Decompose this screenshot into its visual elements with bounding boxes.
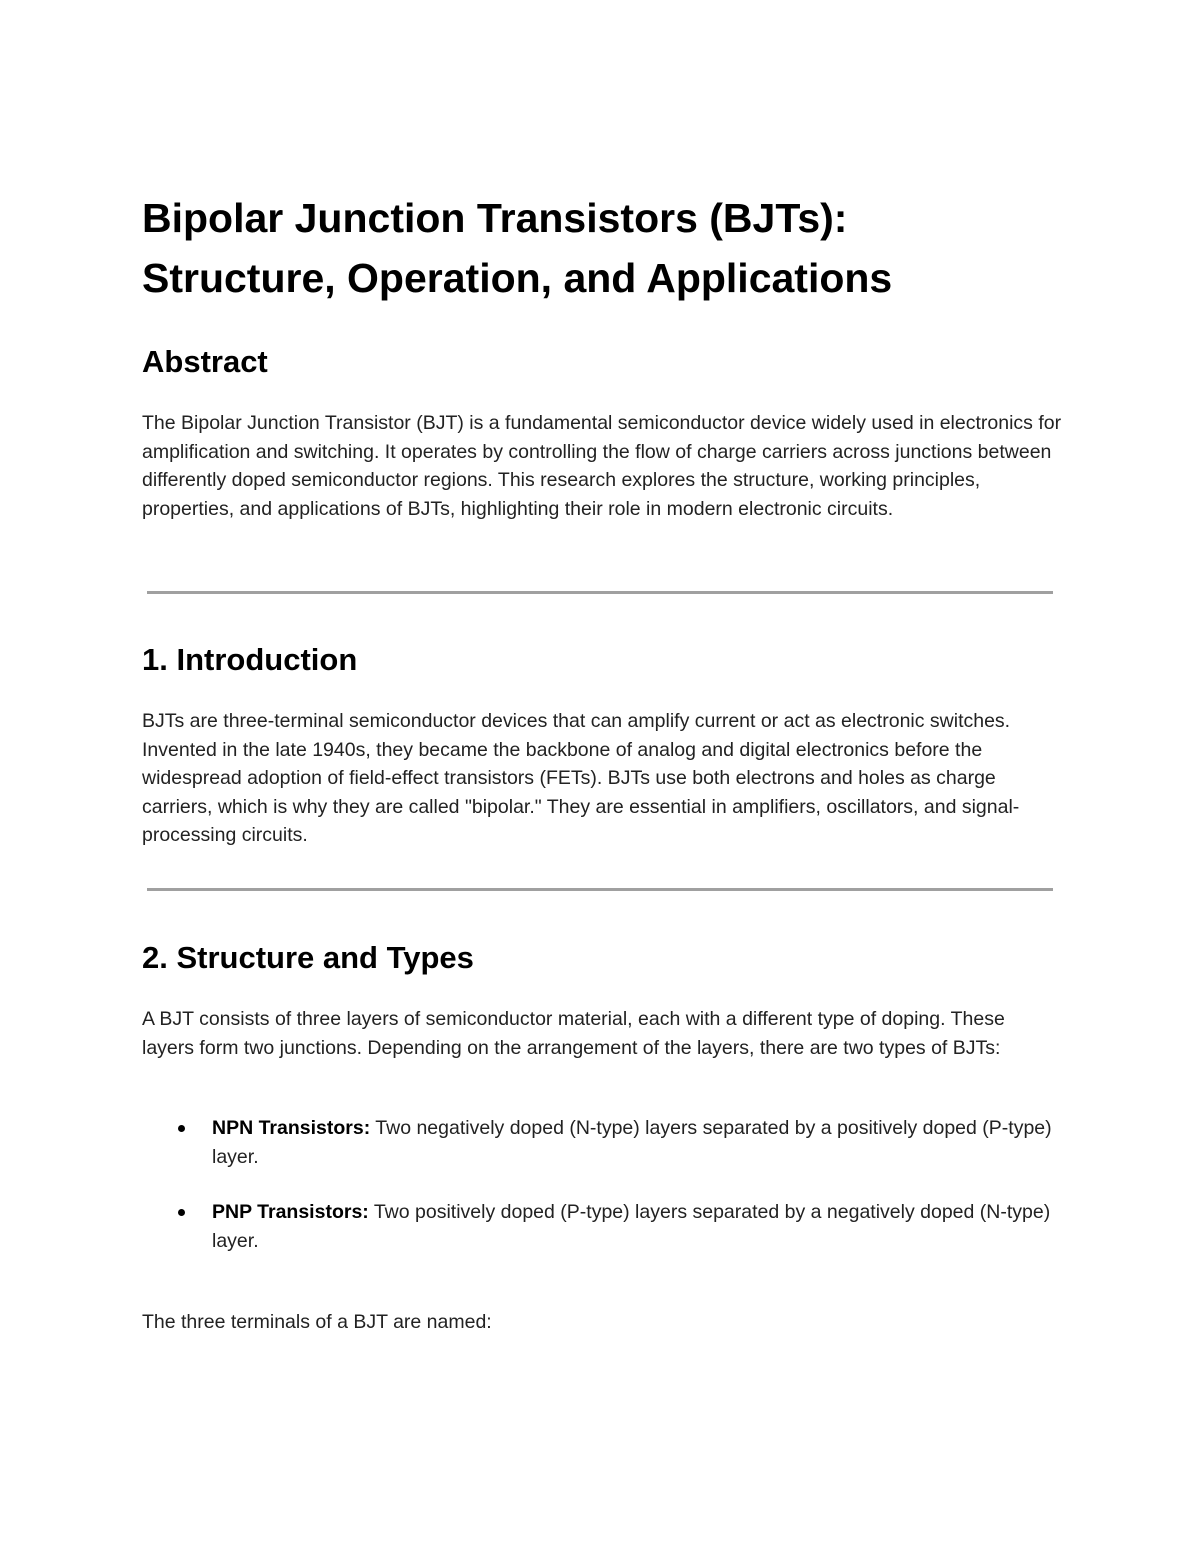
structure-paragraph: A BJT consists of three layers of semiconductor material, each with a different type of doping. These layers form two junctions. Depending on the arrangement of the layers, there are two types of BJTs: bbox=[142, 1008, 1005, 1059]
list-item bbox=[142, 1198, 1062, 1255]
terminals-intro-paragraph: The three terminals of a BJT are named: bbox=[142, 1311, 492, 1333]
title-line-1: Bipolar Junction Transistors (BJTs): bbox=[142, 195, 848, 241]
bullet-icon bbox=[178, 1125, 185, 1132]
title-line-2: Structure, Operation, and Applications bbox=[142, 255, 893, 301]
list-item-term: NPN Transistors: bbox=[212, 1117, 371, 1139]
introduction-paragraph: BJTs are three-terminal semiconductor devices that can amplify current or act as electronic switches. Invented in the late 1940s, they became the backbone of analog and digital electronics before the widespread adoption of field-effect transistors (FETs). BJTs use both electrons and holes as charge carriers, which is why they are called "bipolar." They are essential in amplifiers, oscillators, and signal-processing circuits. bbox=[142, 710, 1020, 847]
list-item-term: PNP Transistors: bbox=[212, 1201, 369, 1224]
list-item-description: Two positively doped (P-type) layers separated by a negatively doped (N-type) layer. bbox=[212, 1201, 1051, 1252]
list-item-description: Two negatively doped (N-type) layers separated by a positively doped (P-type) layer. bbox=[212, 1117, 1052, 1168]
bullet-icon bbox=[178, 1209, 185, 1216]
section-divider bbox=[147, 888, 1053, 891]
section-divider bbox=[147, 591, 1053, 594]
structure-heading: 2. Structure and Types bbox=[142, 940, 474, 975]
abstract-heading: Abstract bbox=[142, 344, 268, 379]
document-title bbox=[142, 188, 1062, 308]
introduction-heading: 1. Introduction bbox=[142, 642, 358, 677]
bjt-types-list bbox=[142, 1114, 1062, 1282]
list-item bbox=[142, 1114, 1062, 1171]
abstract-paragraph: The Bipolar Junction Transistor (BJT) is a fundamental semiconductor device widely used in electronics for amplification and switching. It operates by controlling the flow of charge carriers across junctions between differently doped semiconductor regions. This research explores the structure, working principles, properties, and applications of BJTs, highlighting their role in modern electronic circuits. bbox=[142, 412, 1062, 520]
